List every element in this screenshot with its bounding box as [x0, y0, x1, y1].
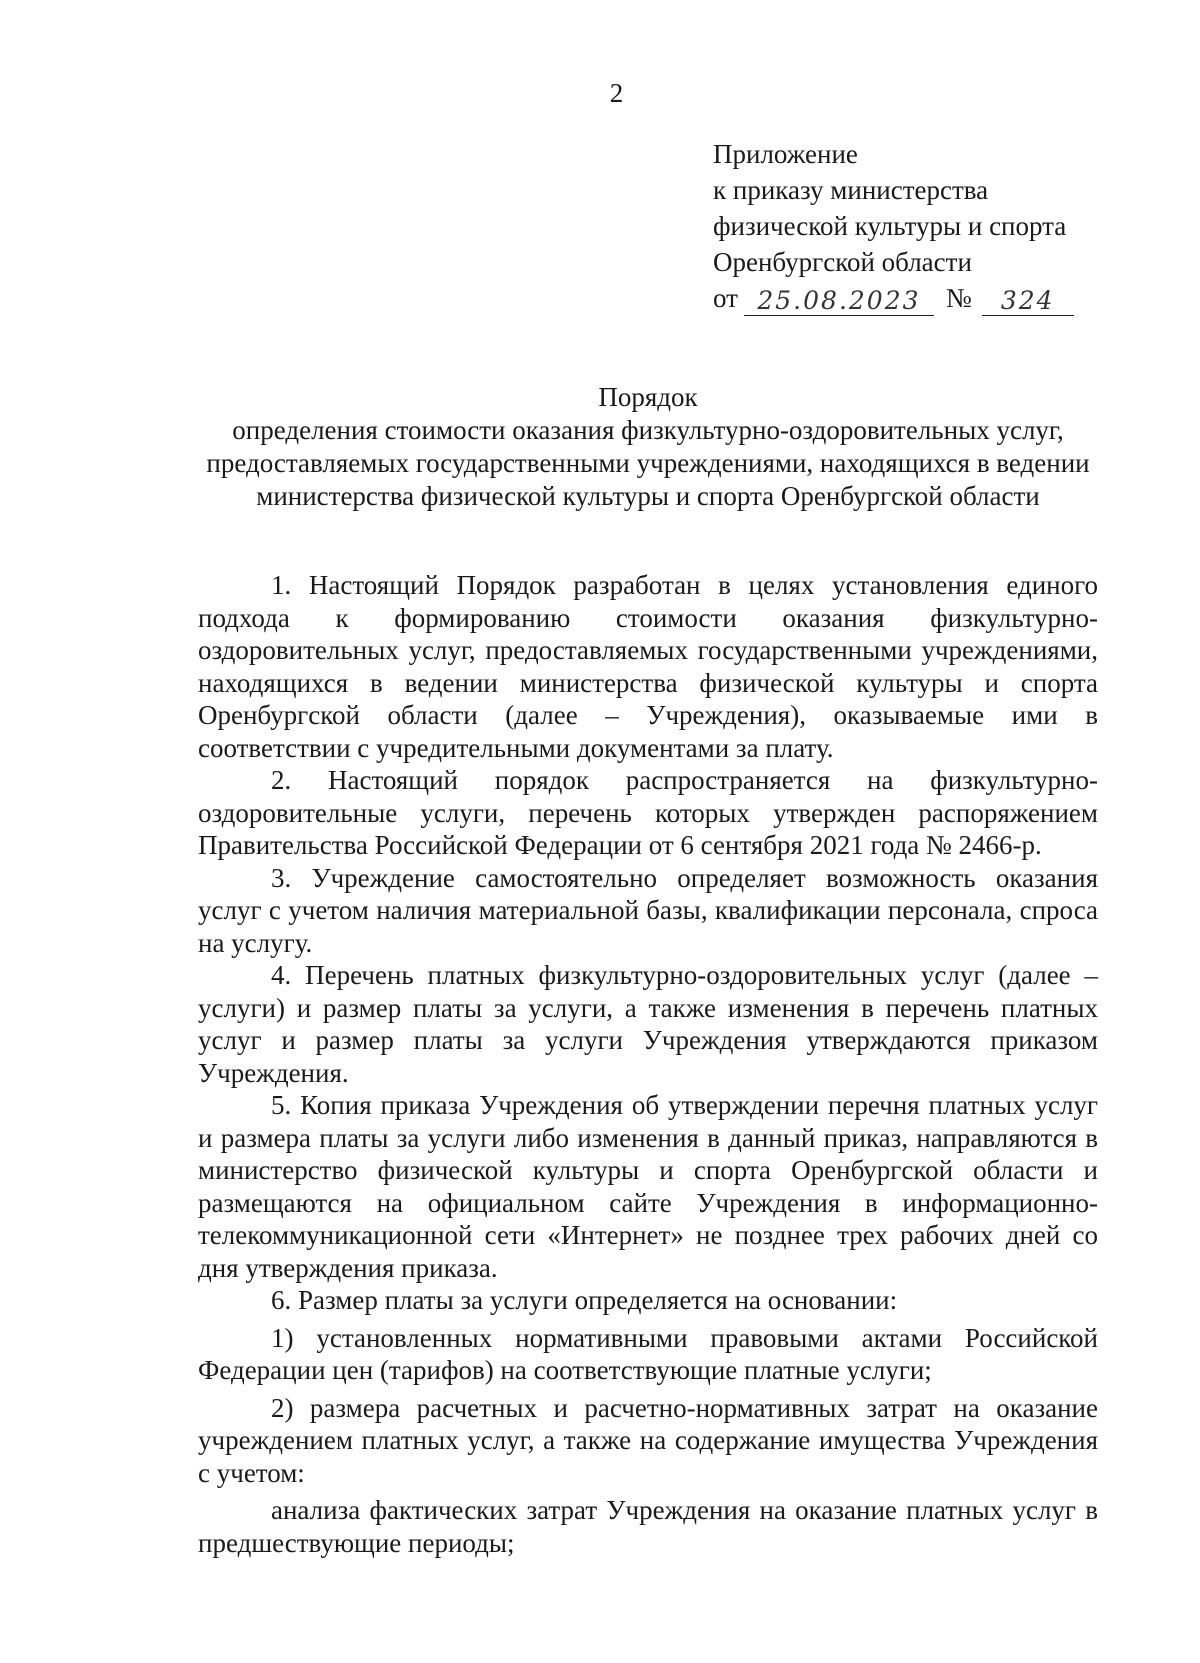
paragraph-6-item-2-sub: анализа фактических затрат Учреждения на оказание платных услуг в предшествующие периоды;	[198, 1495, 1098, 1558]
appendix-line-1: Приложение	[713, 139, 858, 169]
appendix-block	[713, 136, 1113, 316]
title-heading: Порядок	[598, 382, 698, 412]
paragraph-2: 2. Настоящий порядок распространяется на физкультурно-оздоровительные услуги, перечень которых утвержден распоряжением Правительства Российской Федерации от 6 сентября 2021 года № 2466-р.	[198, 765, 1098, 860]
page-number: 2	[609, 78, 624, 108]
paragraph-5: 5. Копия приказа Учреждения об утверждении перечня платных услуг и размера платы за услуги либо изменения в данный приказ, направляются в министерство физической культуры и спорта Оренбургской области и размещаются на официальном сайте Учреждения в информационно-телекоммуникационной сети «Интернет» не позднее трех рабочих дней со дня утверждения приказа.	[198, 1090, 1098, 1283]
appendix-date-number-line	[713, 280, 1074, 316]
paragraph-1: 1. Настоящий Порядок разработан в целях установления единого подхода к формированию стоимости оказания физкультурно-оздоровительных услуг, предоставляемых государственными учреждениями, находящихся в ведении министерства физической культуры и спорта Оренбургской области (далее – Учреждения), оказываемые ими в соответствии с учредительными документами за плату.	[198, 570, 1098, 763]
appendix-line-3: физической культуры и спорта	[713, 211, 1067, 241]
handwritten-date: 25.08.2023	[744, 287, 934, 316]
number-label: №	[945, 283, 972, 313]
appendix-line-4: Оренбургской области	[713, 247, 972, 277]
paragraph-3: 3. Учреждение самостоятельно определяет возможность оказания услуг с учетом наличия материальной базы, квалификации персонала, спроса на услугу.	[198, 862, 1098, 958]
document-title	[198, 381, 1098, 513]
from-label: от	[713, 283, 738, 313]
paragraph-6-item-1: 1) установленных нормативными правовыми актами Российской Федерации цен (тарифов) на соответствующие платные услуги;	[198, 1322, 1098, 1385]
paragraph-6: 6. Размер платы за услуги определяется на основании:	[271, 1285, 898, 1315]
title-line-1: определения стоимости оказания физкультурно-оздоровительных услуг,	[232, 415, 1064, 445]
handwritten-number: 324	[982, 287, 1074, 316]
title-line-3: министерства физической культуры и спорта Оренбургской области	[256, 481, 1040, 511]
title-line-2: предоставляемых государственными учреждениями, находящихся в ведении	[206, 448, 1090, 478]
paragraph-4: 4. Перечень платных физкультурно-оздоровительных услуг (далее – услуги) и размер платы за услуги, а также изменения в перечень платных услуг и размер платы за услуги Учреждения утверждаются приказом Учреждения.	[198, 960, 1098, 1088]
document-body	[198, 569, 1098, 1559]
paragraph-6-item-2: 2) размера расчетных и расчетно-нормативных затрат на оказание учреждением платных услуг, а также на содержание имущества Учреждения с учетом:	[198, 1392, 1098, 1488]
appendix-line-2: к приказу министерства	[713, 175, 989, 205]
